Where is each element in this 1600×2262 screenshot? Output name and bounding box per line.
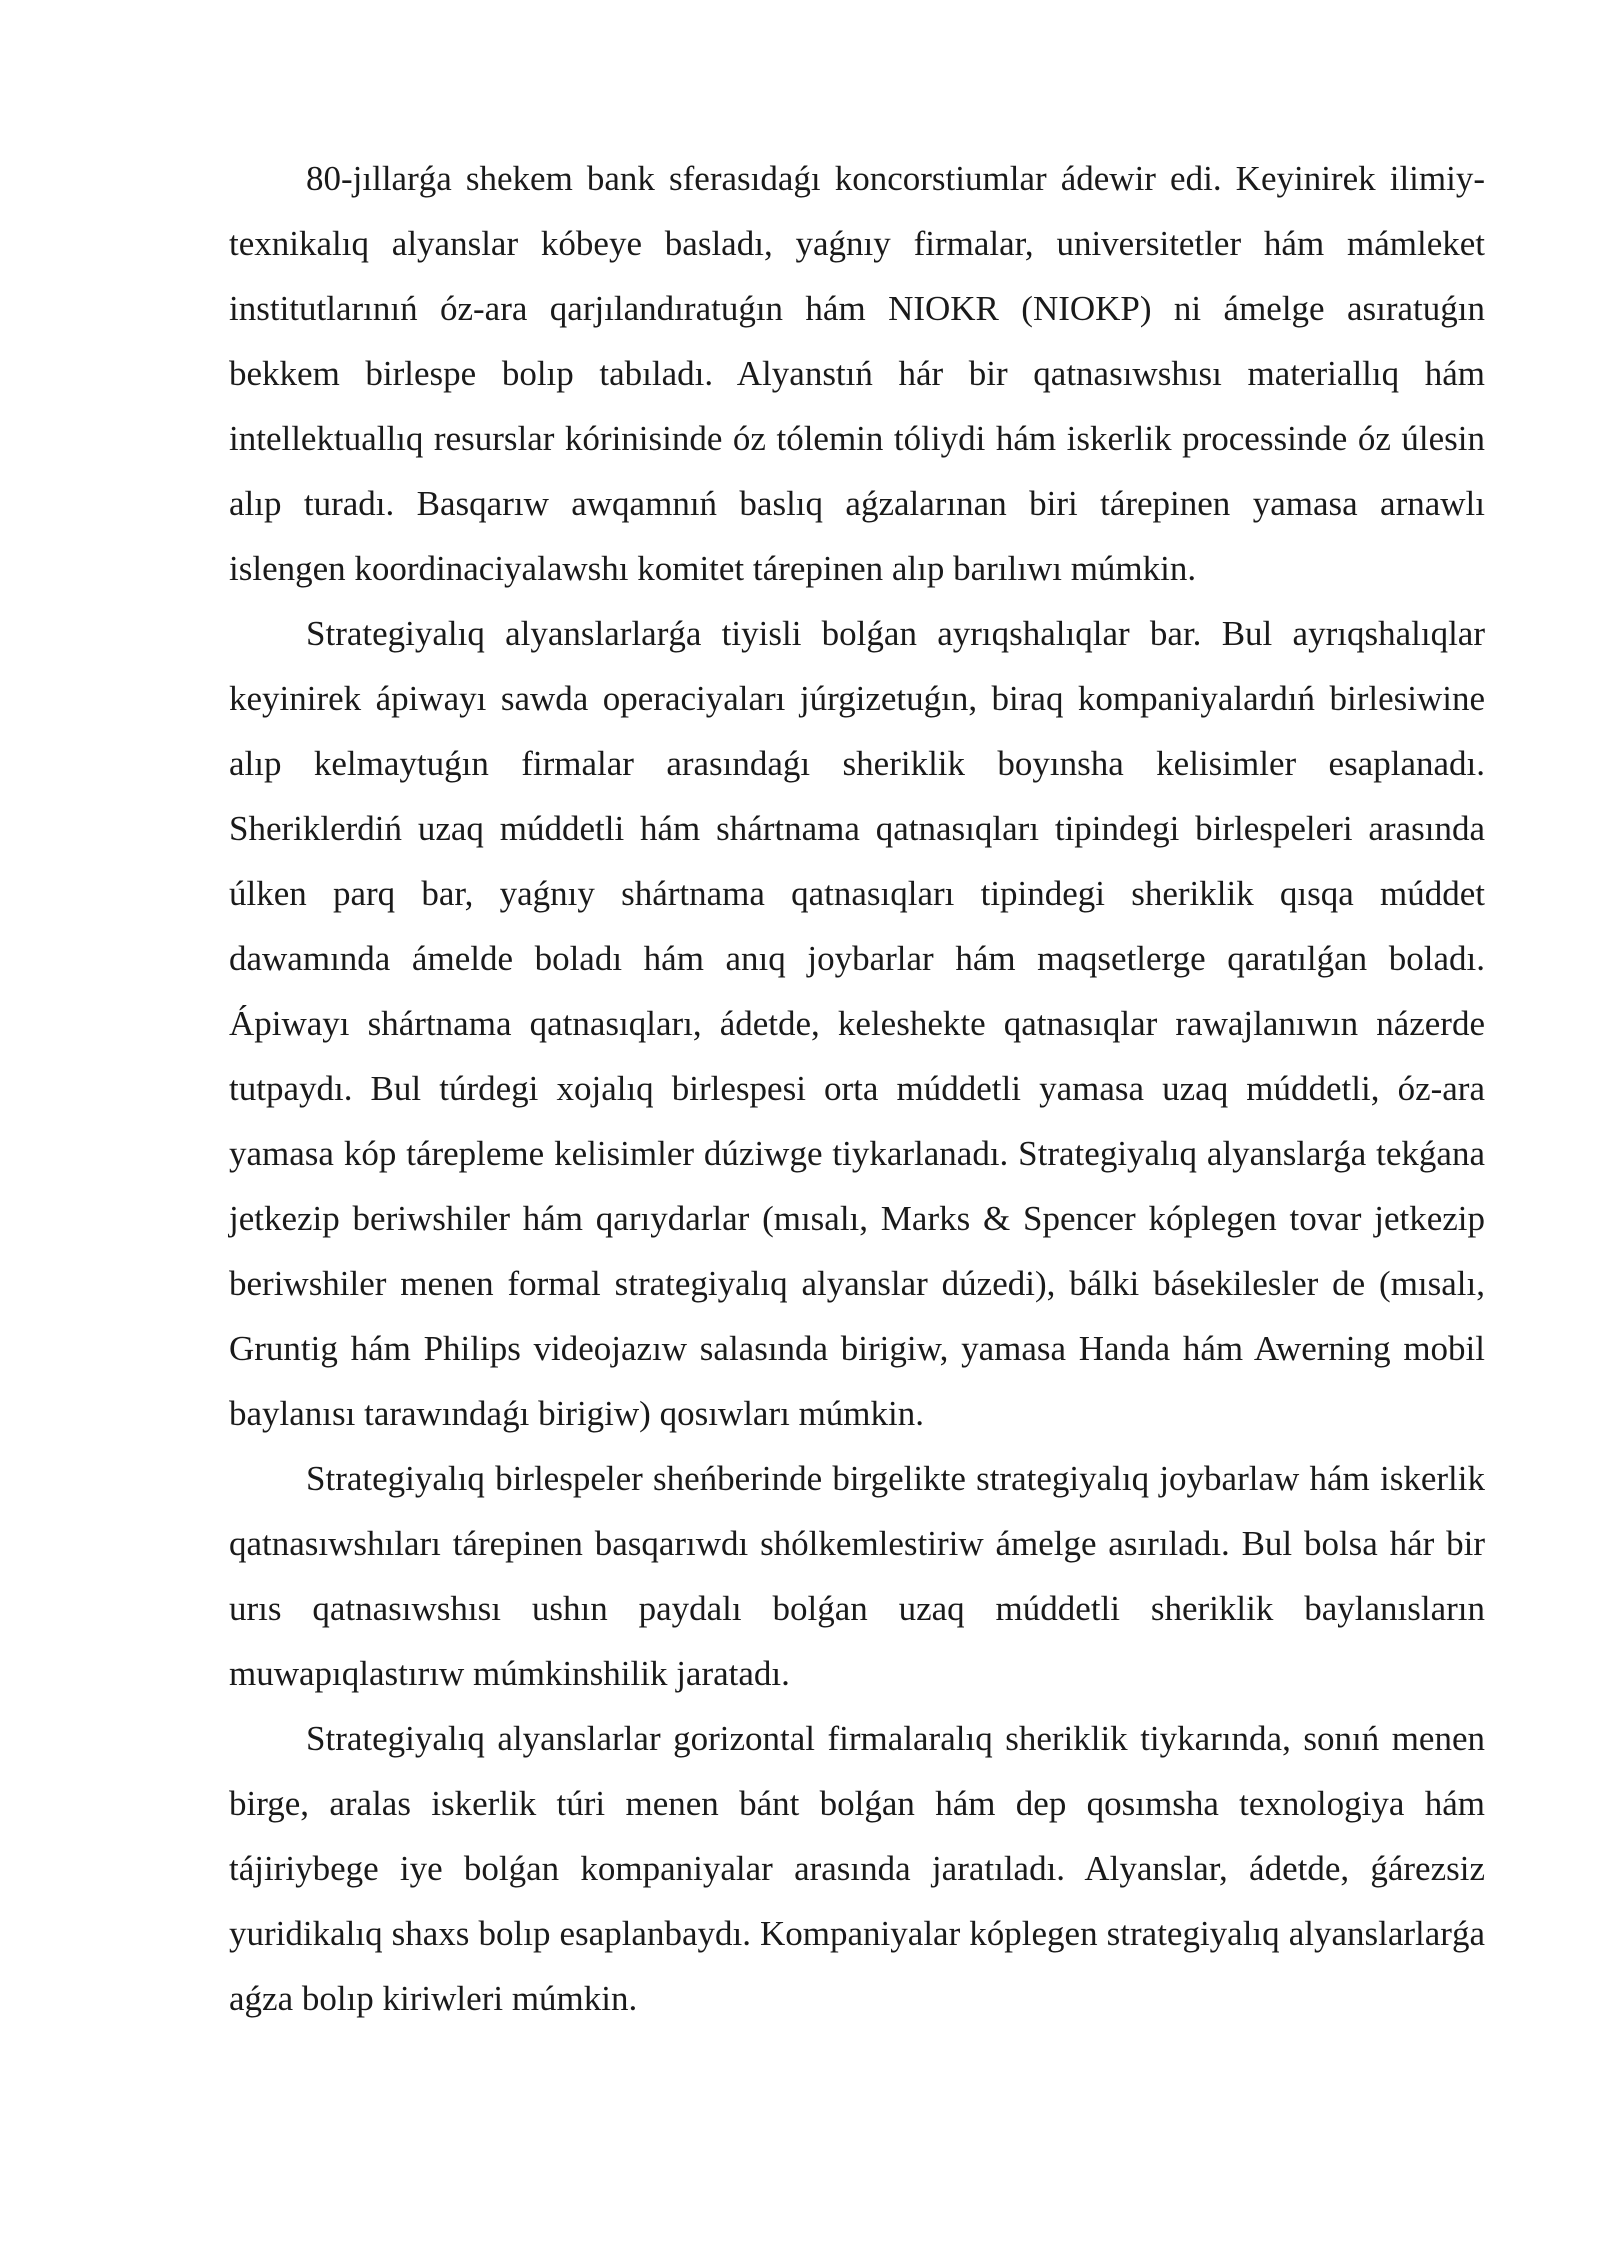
paragraph-2: Strategiyalıq alyanslarlarǵa tiyisli bolǵan ayrıqshalıqlar bar. Bul ayrıqshalıqlar keyinirek ápiwayı sawda operaciyaları júrgizetuǵın, biraq kompaniyalardıń birlesiwine alıp kelmaytuǵın firmalar arasındaǵı sheriklik boyınsha kelisimler esaplanadı. Sheriklerdiń uzaq múddetli hám shártnama qatnasıqları tipindegi birlespeleri arasında úlken parq bar, yaǵnıy shártnama qatnasıqları tipindegi sheriklik qısqa múddet dawamında ámelde boladı hám anıq joybarlar hám maqsetlerge qaratılǵan boladı. Ápiwayı shártnama qatnasıqları, ádetde, keleshekte qatnasıqlar rawajlanıwın názerde tutpaydı. Bul túrdegi xojalıq birlespesi orta múddetli yamasa uzaq múddetli, óz-ara yamasa kóp tárepleme kelisimler dúziwge tiykarlanadı. Strategiyalıq alyanslarǵa tekǵana jetkezip beriwshiler hám qarıydarlar (mısalı, Marks & Spencer kóplegen tovar jetkezip beriwshiler menen formal strategiyalıq alyanslar dúzedi), bálki básekilesler de (mısalı, Gruntig hám Philips videojazıw salasında birigiw, yamasa Handa hám Awerning mobil baylanısı tarawındaǵı birigiw) qosıwları múmkin. bbox=[229, 614, 1485, 1433]
document-page bbox=[229, 146, 1485, 2031]
paragraph-3: Strategiyalıq birlespeler sheńberinde birgelikte strategiyalıq joybarlaw hám iskerlik qatnasıwshıları tárepinen basqarıwdı shólkemlestiriw ámelge asırıladı. Bul bolsa hár bir urıs qatnasıwshısı ushın paydalı bolǵan uzaq múddetli sheriklik baylanısların muwapıqlastırıw múmkinshilik jaratadı. bbox=[229, 1459, 1485, 1693]
paragraph-4: Strategiyalıq alyanslarlar gorizontal firmalaralıq sheriklik tiykarında, sonıń menen birge, aralas iskerlik túri menen bánt bolǵan hám dep qosımsha texnologiya hám tájiriybege iye bolǵan kompaniyalar arasında jaratıladı. Alyanslar, ádetde, ǵárezsiz yuridikalıq shaxs bolıp esaplanbaydı. Kompaniyalar kóplegen strategiyalıq alyanslarlarǵa aǵza bolıp kiriwleri múmkin. bbox=[229, 1719, 1485, 2018]
paragraph-1: 80-jıllarǵa shekem bank sferasıdaǵı koncorstiumlar ádewir edi. Keyinirek ilimiy-texnikalıq alyanslar kóbeye basladı, yaǵnıy firmalar, universitetler hám mámleket institutlarınıń óz-ara qarjılandıratuǵın hám NIOKR (NIOKP) ni ámelge asıratuǵın bekkem birlespe bolıp tabıladı. Alyanstıń hár bir qatnasıwshısı materiallıq hám intellektuallıq resurslar kórinisinde óz tólemin tóliydi hám iskerlik processinde óz úlesin alıp turadı. Basqarıw awqamnıń baslıq aǵzalarınan biri tárepinen yamasa arnawlı islengen koordinaciyalawshı komitet tárepinen alıp barılıwı múmkin. bbox=[229, 159, 1485, 588]
